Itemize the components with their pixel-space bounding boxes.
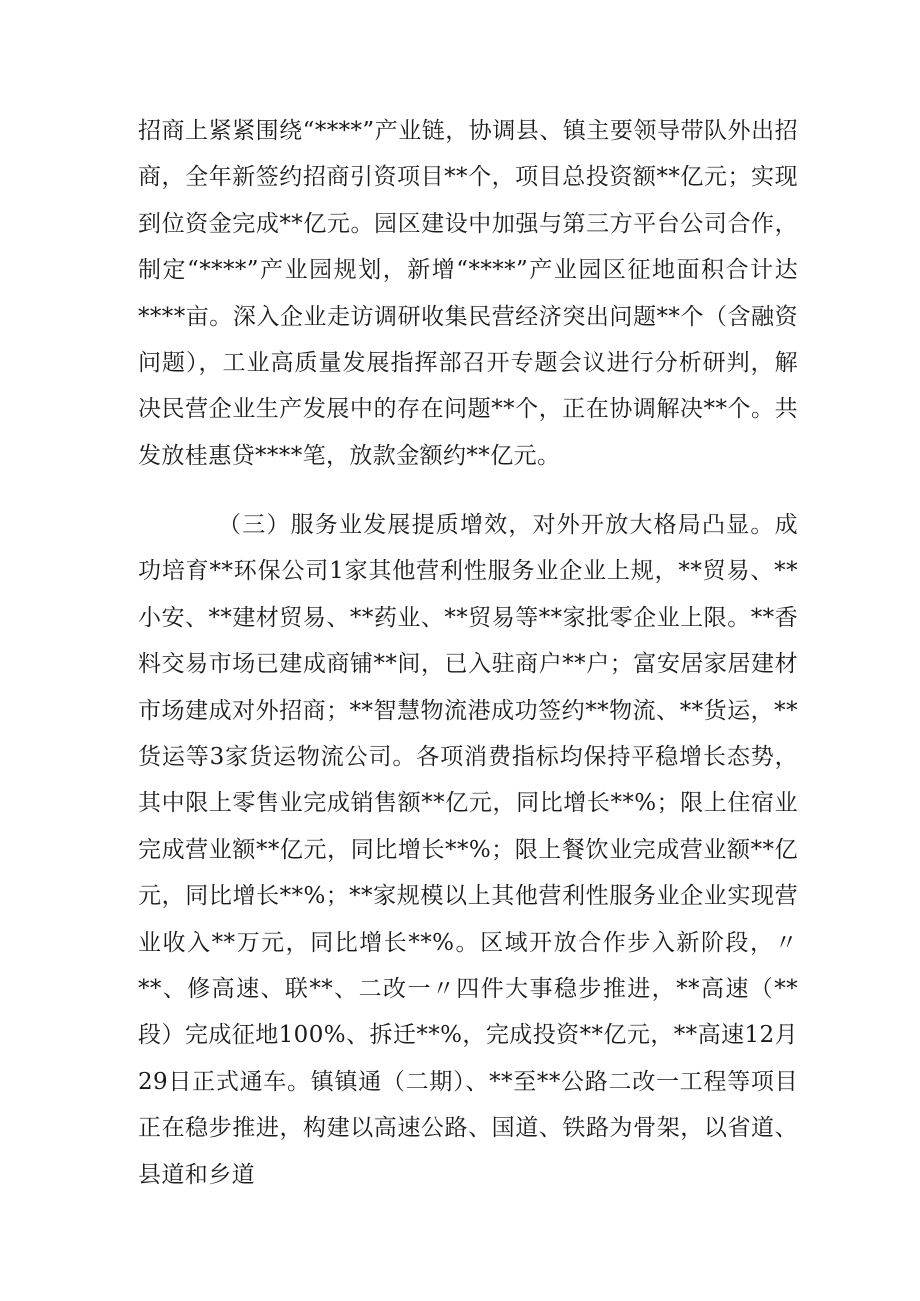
body-paragraph-investment: 招商上紧紧围绕“****”产业链，协调县、镇主要领导带队外出招商，全年新签约招商引资项目**个，项目总投资额**亿元；实现到位资金完成**亿元。园区建设中加强与第三方平台公司合作，制定“****”产业园规划，新增“****”产业园区征地面积合计达****亩。深入企业走访调研收集民营经济突出问题**个（含融资问题），工业高质量发展指挥部召开专题会议进行分析研判，解决民营企业生产发展中的存在问题**个，正在协调解决**个。共发放桂惠贷****笔，放款金额约**亿元。 — [138, 118, 798, 469]
body-paragraph-services: （三）服务业发展提质增效，对外开放大格局凸显。成功培育**环保公司1家其他营利性服务业企业上规，**贸易、**小安、**建材贸易、**药业、**贸易等**家批零企业上限。**香料交易市场已建成商铺**间，已入驻商户**户；富安居家居建材市场建成对外招商；**智慧物流港成功签约**物流、**货运，**货运等3家货运物流公司。各项消费指标均保持平稳增长态势，其中限上零售业完成销售额**亿元，同比增长**%；限上住宿业完成营业额**亿元，同比增长**%；限上餐饮业完成营业额**亿元，同比增长**%；**家规模以上其他营利性服务业企业实现营业收入**万元，同比增长**%。区域开放合作步入新阶段，〃**、修高速、联**、二改一〃四件大事稳步推进，**高速（**段）完成征地100%、拆迁**%，完成投资**亿元，**高速12月29日正式通车。镇镇通（二期）、**至**公路二改一工程等项目正在稳步推进，构建以高速公路、国道、铁路为骨架，以省道、县道和乡道 — [138, 512, 798, 1188]
